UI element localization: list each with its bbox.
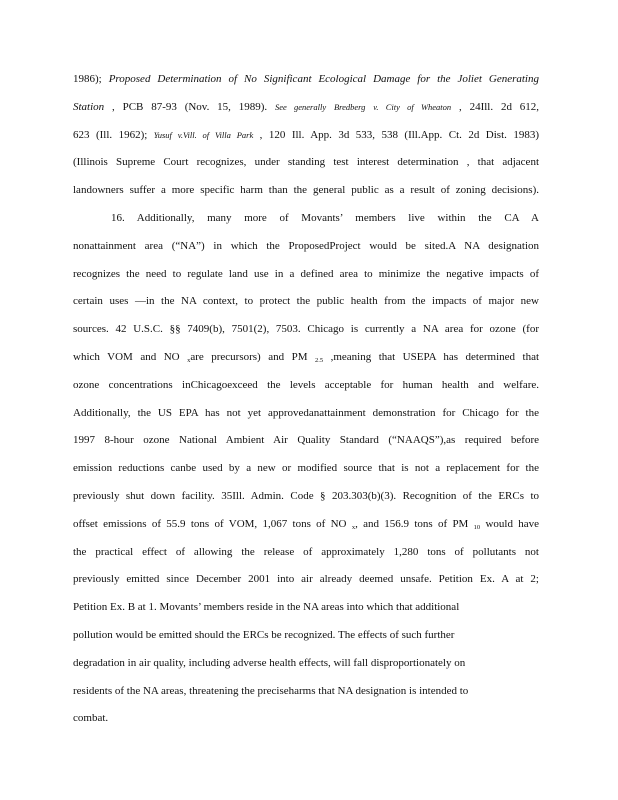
- text-segment: which VOM and NO: [73, 351, 188, 363]
- text-segment: landowners suffer a more specific harm than the general public as a result of zoning decisions).: [73, 184, 539, 197]
- text-line: [73, 600, 459, 614]
- text-segment: Additionally, the US EPA has not yet approvedanattainment demonstration for Chicago for the: [73, 406, 539, 419]
- text-segment: emission reductions canbe used by a new or modified source that is not a replacement for the: [73, 462, 539, 475]
- text-segment: [326, 101, 334, 113]
- text-segment: 16. Additionally, many more of Movants’ members live within the CA A: [111, 212, 539, 224]
- text-line: [73, 267, 539, 281]
- text-segment: nonattainment area (“NA”) in which the ProposedProject would be sited.A NA designation: [73, 239, 539, 252]
- text-line: [73, 183, 539, 197]
- text-line: [73, 378, 539, 392]
- text-segment: x: [187, 357, 191, 364]
- text-line: [73, 211, 539, 225]
- text-segment: , 24Ill. 2d 612,: [451, 100, 540, 113]
- text-segment: ozone concentrations inChicagoexceed the levels acceptable for human health and welfare.: [73, 378, 539, 391]
- text-line: [73, 406, 539, 420]
- text-line: [73, 100, 539, 114]
- text-segment: 623 (Ill. 1962);: [73, 128, 154, 141]
- text-line: [73, 350, 539, 364]
- text-line: [73, 322, 539, 336]
- text-line: [73, 433, 539, 447]
- text-segment: Station: [73, 100, 105, 113]
- text-segment: Yusuf v.Vill. of Villa Park: [153, 129, 254, 140]
- text-line: [73, 572, 539, 586]
- text-segment: (Illinois Supreme Court recognizes, under standing test interest determination , that adjacent: [73, 156, 539, 169]
- text-segment: pollution would be emitted should the ERCs be recognized. The effects of such further: [73, 629, 455, 641]
- text-segment: , 120 Ill. App. 3d 533, 538 (Ill.App. Ct. 2d Dist. 1983): [253, 128, 539, 141]
- text-line: [73, 489, 539, 503]
- text-segment: v. City of Wheaton: [373, 101, 452, 112]
- text-segment: , PCB 87-93 (Nov. 15, 1989).: [104, 100, 275, 113]
- text-segment: 1986);: [73, 73, 109, 85]
- text-segment: Proposed Determination of No Significant Ecological Damage for the Joliet Generating: [108, 73, 539, 85]
- text-line: [73, 155, 539, 169]
- text-segment: certain uses —in the NA context, to protect the public health from the impacts of major new: [73, 295, 539, 308]
- text-line: [73, 294, 539, 308]
- text-line: [73, 517, 539, 531]
- text-segment: 2.5: [314, 357, 324, 364]
- text-line: [73, 628, 454, 642]
- text-segment: ,meaning that USEPA has determined that: [323, 351, 540, 363]
- text-segment: combat.: [73, 712, 109, 725]
- text-line: [73, 711, 108, 725]
- text-segment: See generally: [275, 101, 327, 112]
- text-segment: the practical effect of allowing the release of approximately 1,280 tons of pollutants not: [73, 545, 539, 558]
- text-segment: offset emissions of 55.9 tons of VOM, 1,067 tons of NO: [73, 517, 352, 530]
- text-segment: degradation in air quality, including adverse health effects, will fall disproportionately on: [73, 656, 466, 669]
- text-segment: would have: [480, 517, 540, 530]
- text-segment: Bredberg: [333, 101, 366, 112]
- text-segment: x: [351, 523, 356, 531]
- text-segment: residents of the NA areas, threatening the preciseharms that NA designation is intended to: [73, 684, 469, 697]
- text-segment: Petition Ex. B at 1. Movants’ members reside in the NA areas into which that additional: [73, 601, 460, 614]
- text-segment: are precursors) and PM: [190, 351, 315, 363]
- text-line: [73, 545, 539, 559]
- text-line: [73, 461, 539, 475]
- text-line: [73, 239, 539, 253]
- text-segment: , and 156.9 tons of PM: [355, 517, 474, 530]
- text-line: [73, 72, 539, 86]
- text-segment: 10: [473, 523, 481, 531]
- text-segment: previously emitted since December 2001 into air already deemed unsafe. Petition Ex. A at 2;: [73, 573, 539, 586]
- text-line: [73, 656, 465, 670]
- text-line: [73, 684, 468, 698]
- text-segment: previously shut down facility. 35Ill. Admin. Code § 203.303(b)(3). Recognition of the ERCs to: [73, 490, 539, 502]
- text-segment: 1997 8-hour ozone National Ambient Air Quality Standard (“NAAQS”),as required before: [73, 434, 539, 447]
- text-segment: sources. 42 U.S.C. §§ 7409(b), 7501(2), 7503. Chicago is currently a NA area for ozone (for: [73, 323, 539, 336]
- text-segment: recognizes the need to regulate land use in a defined area to minimize the negative impacts of: [73, 267, 539, 280]
- text-line: [73, 128, 539, 142]
